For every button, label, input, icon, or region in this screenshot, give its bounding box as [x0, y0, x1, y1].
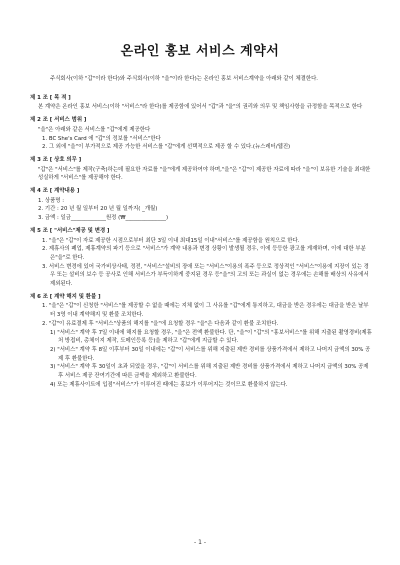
section-6-subitem-2: 2) "서비스" 계약 후 8일 이후부터 30일 이내에는 "갑"이 서비스를 위해 지출된 제반 경비를 상품가격에서 제하고 나머지 금액의 30% 공제 후 환불한다. [50, 346, 371, 362]
section-6-item-1: 1. "을"은 "갑"이 신청한 "서비스"를 제공할 수 없을 때에는 지체 없이 그 사유를 "갑"에게 통지하고, 대금을 받은 경우에는 대금을 받은 날부터 3영 이내 계약해지 및 환불 조치한다. [42, 303, 369, 319]
section-4-title: 제 4 조 [ 계약내용 ] [30, 188, 80, 195]
section-2-title: 제 2 조 [ 서비스 범위 ] [30, 117, 87, 124]
section-2-item-1: 1. BC She's Card 에 "갑"의 정보를 "서비스"한다 [42, 135, 161, 142]
section-3-text: "갑"은 "서비스"를 제작(구축)하는데 필요한 자료를 "을"에게 제공하여야 하며,"을"은 "갑"이 제공한 자료에 따라 "을"이 보유한 기술을 최대한 성실하게 "서비스"를 제공해야 한다. [38, 166, 371, 182]
document-title: 온라인 홍보 서비스 계약서 [120, 44, 280, 59]
intro-paragraph: 주식회사(이하 "갑"이라 한다)와 주식회사(이하 "을"이라 한다)는 온라인 홍보 서비스계약을 아래와 같이 체결한다. [50, 76, 319, 82]
section-2-item-2: 2. 그 외에 "을"이 부가적으로 제공 가능한 서비스를 "갑"에게 선택적으로 제공 할 수 있다.(뉴스레터/웹진) [42, 144, 291, 151]
section-5-item-3: 3. 서비스 변경에 있어 국가비상사태, 정전, "서비스"설비의 장애 또는 "서비스"이용의 폭주 등으로 정상적인 "서비스"이용에 지장이 있는 경우 또는 설비의 보수 등 공사로 인해 서비스가 부득이하게 중지된 경우 등"을"의 고의 또는 과실이 없는 경우에는 손해를 배상의 사유에서 제외된다. [42, 263, 369, 288]
section-4-item-3: 3. 금액 : 일금_____________원정 (₩_______________) [38, 215, 169, 222]
section-5-item-1: 1. "을"은 "갑"이 자료 제공한 시점으로부터 최단 3일 이내 최대15일 이내"서비스"를 제공함을 원칙으로 한다. [42, 237, 300, 244]
section-5 [30, 227, 372, 289]
section-5-title: 제 5 조 [ "서비스"제공 및 변경 ] [30, 227, 110, 234]
section-4 [30, 187, 372, 223]
section-6-subitem-4: 4) 또는 제휴사이트에 입점"서비스"가 이루어진 때에는 홍보가 이루어지는 것이므로 환불하지 않는다. [50, 381, 288, 388]
section-4-item-1: 1. 상품명 : [38, 197, 65, 204]
section-6 [30, 293, 372, 390]
section-6-title: 제 6 조 [ 계약 해지 및 환불 ] [30, 293, 101, 300]
section-2-lead: "을"은 아래와 같은 서비스를 "갑"에게 제공한다 [38, 126, 151, 133]
section-3-title: 제 3 조 [ 상호 의무 ] [30, 156, 82, 163]
section-1-text: 본 계약은 온라인 홍보 서비스(이하 "서비스"라 한다)를 제공함에 있어서 "갑"과 "을"의 권리와 의무 및 책임사항을 규정함을 목적으로 한다 [38, 104, 363, 111]
section-6-subitem-3: 3) "서비스" 계약 후 30일이 초과 되었을 경우, "갑"이 서비스를 위해 지출된 제반 경비를 상품가격에서 제하고 나머지 금액의 30% 공제 후 서비스 제공 잔여기간에 따른 금액을 제외하고 환불한다. [50, 364, 369, 380]
section-2 [30, 116, 372, 152]
section-6-subitem-1: 1) "서비스" 계약 후 7일 이내에 해지를 요청할 경우, "을"은 전액 환불한다. 단, "을"이 "갑"의 "홍보서비스"를 위해 지출된 촬영경비(제휴처 방접비, 총체이지 제작, 도메인등록 등)을 제하고 "갑"에게 지급할 수 있다. [50, 329, 372, 345]
section-6-item-2: 2. "갑"이 유료결제 후 "서비스"상품의 해지를 "을"에 요청할 경우 "을"은 다음과 같이 환불 조치한다. [42, 320, 279, 327]
section-1-title: 제 1 조 [ 목 적 ] [30, 94, 71, 101]
section-1 [30, 94, 372, 112]
page-number: - 1 - [194, 539, 206, 546]
section-4-item-2: 2. 기간 : 20 년 월 일부터 20 년 월 일까지( _개월) [38, 206, 158, 213]
section-5-item-2: 2. 제휴사의 폐업, 제휴계약의 파기 등으로 "서비스"가 계약 내용과 변경 상황이 발생될 경우, 이에 등등한 광고를 게재하며, 이에 대한 부분은"을"로 한다. [42, 246, 366, 261]
section-3 [30, 156, 372, 183]
document-body [30, 75, 372, 394]
